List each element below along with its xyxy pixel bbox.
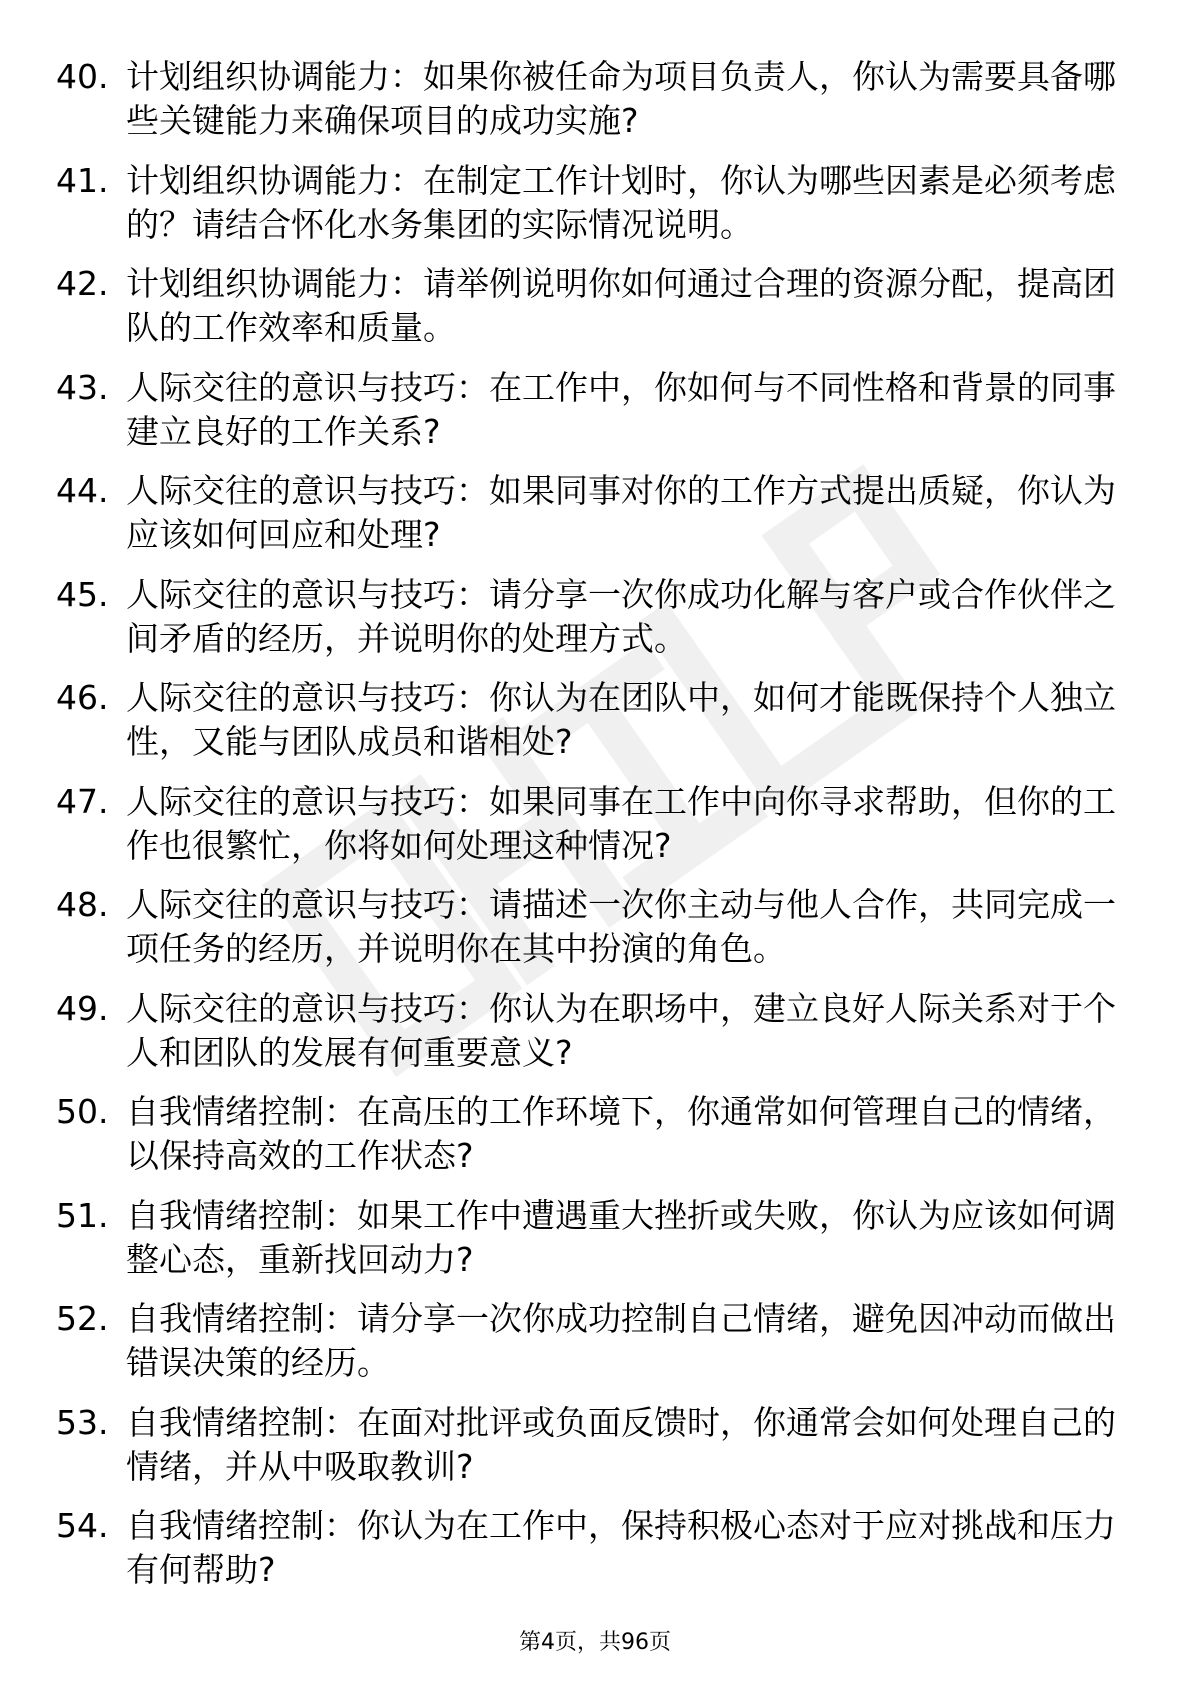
question-item xyxy=(56,469,1116,573)
question-text: 自我情绪控制：请分享一次你成功控制自己情绪，避免因冲动而做出错误决策的经历。 xyxy=(126,1299,1116,1382)
question-text: 计划组织协调能力：请举例说明你如何通过合理的资源分配，提高团队的工作效率和质量。 xyxy=(126,264,1116,347)
question-text: 自我情绪控制：你认为在工作中，保持积极心态对于应对挑战和压力有何帮助? xyxy=(126,1506,1116,1589)
question-number: 46. xyxy=(56,678,109,717)
question-item xyxy=(56,1194,1116,1298)
question-item xyxy=(56,366,1116,470)
question-number: 54. xyxy=(56,1506,109,1545)
question-number: 53. xyxy=(56,1402,109,1442)
question-text: 人际交往的意识与技巧：请分享一次你成功化解与客户或合作伙伴之间矛盾的经历，并说明你的处理方式。 xyxy=(126,574,1116,658)
question-text: 自我情绪控制：在高压的工作环境下，你通常如何管理自己的情绪，以保持高效的工作状态? xyxy=(126,1092,1116,1175)
question-item xyxy=(56,55,1116,159)
question-text: 计划组织协调能力：在制定工作计划时，你认为哪些因素是必须考虑的？请结合怀化水务集团的实际情况说明。 xyxy=(126,160,1116,244)
question-text: 人际交往的意识与技巧：你认为在职场中，建立良好人际关系对于个人和团队的发展有何重要意义? xyxy=(126,988,1116,1072)
question-item xyxy=(56,1401,1116,1505)
question-number: 47. xyxy=(56,781,109,821)
question-item xyxy=(56,987,1116,1091)
question-number: 45. xyxy=(56,574,109,614)
question-text: 人际交往的意识与技巧：如果同事在工作中向你寻求帮助，但你的工作也很繁忙，你将如何处理这种情况? xyxy=(126,781,1116,865)
question-text: 人际交往的意识与技巧：你认为在团队中，如何才能既保持个人独立性，又能与团队成员和谐相处? xyxy=(126,678,1116,761)
question-text: 计划组织协调能力：如果你被任命为项目负责人，你认为需要具备哪些关键能力来确保项目的成功实施? xyxy=(126,57,1116,140)
page-number-label: 第4页，共96页 xyxy=(519,1630,671,1655)
question-list xyxy=(56,55,1116,1608)
question-number: 51. xyxy=(56,1195,109,1235)
question-text: 人际交往的意识与技巧：在工作中，你如何与不同性格和背景的同事建立良好的工作关系? xyxy=(126,367,1116,451)
question-item xyxy=(56,573,1116,677)
question-number: 42. xyxy=(56,264,109,303)
question-item xyxy=(56,1504,1116,1608)
question-number: 49. xyxy=(56,988,109,1028)
question-item xyxy=(56,1297,1116,1401)
question-text: 自我情绪控制：如果工作中遭遇重大挫折或失败，你认为应该如何调整心态，重新找回动力? xyxy=(126,1195,1116,1279)
question-number: 50. xyxy=(56,1092,109,1131)
question-item xyxy=(56,159,1116,263)
question-item xyxy=(56,1090,1116,1194)
question-item xyxy=(56,262,1116,366)
question-text: 自我情绪控制：在面对批评或负面反馈时，你通常会如何处理自己的情绪，并从中吸取教训? xyxy=(126,1402,1116,1486)
question-item xyxy=(56,883,1116,987)
question-number: 48. xyxy=(56,885,109,924)
question-number: 40. xyxy=(56,57,109,96)
question-number: 43. xyxy=(56,367,109,407)
question-number: 41. xyxy=(56,160,109,200)
question-number: 52. xyxy=(56,1299,109,1338)
page-footer xyxy=(0,1628,1190,1658)
question-number: 44. xyxy=(56,471,109,510)
question-text: 人际交往的意识与技巧：请描述一次你主动与他人合作，共同完成一项任务的经历，并说明你在其中扮演的角色。 xyxy=(126,885,1116,968)
question-item xyxy=(56,676,1116,780)
question-text: 人际交往的意识与技巧：如果同事对你的工作方式提出质疑，你认为应该如何回应和处理? xyxy=(126,471,1116,554)
question-item xyxy=(56,780,1116,884)
